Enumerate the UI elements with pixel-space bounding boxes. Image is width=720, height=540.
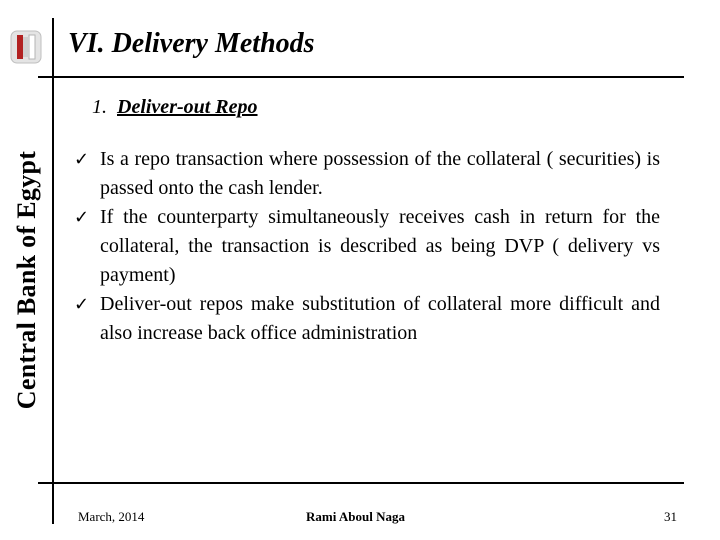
bullet-list	[74, 145, 660, 348]
bank-emblem-icon	[9, 25, 43, 67]
checkmark-icon: ✓	[74, 149, 90, 170]
bullet-text: If the counterparty simultaneously receives cash in return for the collateral, the transaction is described as being DVP ( delivery vs payment)	[100, 206, 660, 286]
subtitle-number: 1.	[92, 96, 107, 118]
vertical-divider	[52, 18, 54, 524]
subtitle-text: Deliver-out Repo	[117, 96, 258, 118]
bullet-item	[74, 145, 660, 203]
bullet-text: Is a repo transaction where possession of the collateral ( securities) is passed onto the cash lender.	[100, 148, 660, 199]
bullet-item	[74, 203, 660, 290]
title-divider	[38, 76, 684, 78]
page-title: VI. Delivery Methods	[68, 28, 315, 59]
footer-date: March, 2014	[78, 509, 145, 524]
checkmark-icon: ✓	[74, 207, 90, 228]
sidebar-title: Central Bank of Egypt	[12, 150, 41, 410]
checkmark-icon: ✓	[74, 294, 90, 315]
page-number: 31	[664, 509, 677, 524]
bullet-item	[74, 290, 660, 348]
bullet-text: Deliver-out repos make substitution of collateral more difficult and also increase back office administration	[100, 293, 660, 344]
section-subtitle	[92, 96, 258, 119]
footer-author: Rami Aboul Naga	[306, 509, 405, 524]
footer-divider	[38, 482, 684, 484]
